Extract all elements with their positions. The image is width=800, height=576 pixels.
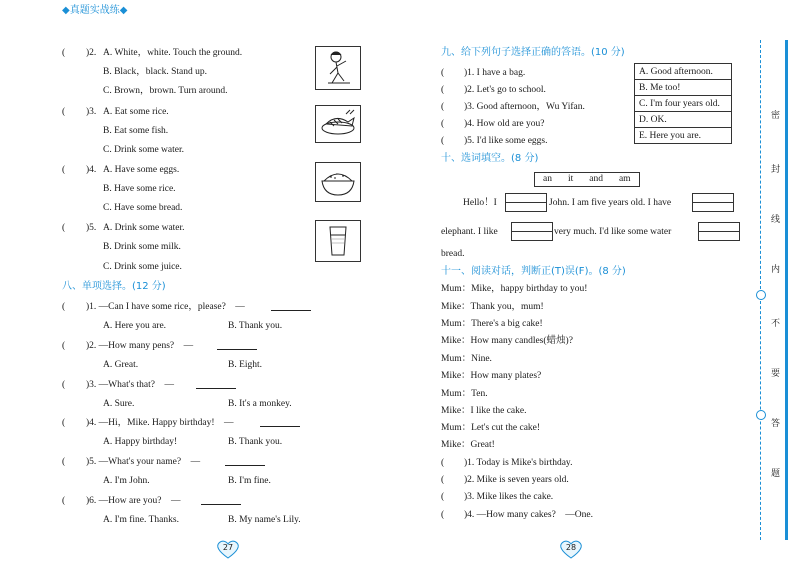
dialogue-line: Mum：Let's cut the cake! [441, 423, 541, 433]
section-8-title: 八、单项选择。(12 分) [62, 281, 166, 292]
option-c: C. Brown，brown. Turn around. [103, 86, 228, 96]
paren: ( [62, 48, 66, 58]
picture-box [315, 220, 361, 262]
option-b: B. My name's Lily. [228, 515, 301, 525]
picture-box [315, 162, 361, 202]
option-a: A. I'm fine. Thanks. [103, 515, 179, 525]
option-a: A. Have some eggs. [103, 165, 180, 175]
paren: ( [62, 165, 66, 175]
option-c: C. Drink some water. [103, 145, 185, 155]
paren: ( [62, 496, 66, 506]
option-c: C. Have some bread. [103, 203, 183, 213]
dialogue-line: Mum：Ten. [441, 389, 488, 399]
paren: ( [62, 302, 66, 312]
seal-char: 答 [771, 419, 781, 429]
cloze-text: bread. [441, 249, 465, 259]
section-9-title: 九、给下列句子选择正确的答语。(10 分) [441, 47, 625, 58]
answer-cell: B. Me too! [635, 80, 732, 96]
dialogue-line: Mum：Mike，happy birthday to you! [441, 284, 588, 294]
option-c: C. Drink some juice. [103, 262, 182, 272]
paren: ( [62, 418, 66, 428]
seal-char: 线 [771, 215, 781, 225]
answer-blank[interactable] [225, 465, 265, 466]
option-a: A. Happy birthday! [103, 437, 178, 447]
picture-box [315, 46, 361, 90]
seal-char: 封 [771, 165, 781, 175]
word-box [534, 172, 640, 187]
option-b: B. Eight. [228, 360, 263, 370]
picture-box [315, 105, 361, 143]
seal-char: 密 [771, 111, 781, 121]
paren: ( [62, 107, 66, 117]
question-text: )2. —How many pens? — [86, 341, 194, 351]
dialogue-line: Mum：Nine. [441, 354, 492, 364]
banner: ◆真题实战练◆ [62, 5, 128, 16]
paren: ( [441, 510, 445, 520]
dialogue-line: Mike：Great! [441, 440, 495, 450]
word: and [589, 174, 603, 184]
dialogue-line: Mike：I like the cake. [441, 406, 527, 416]
section-11-title: 十一、阅读对话，判断正(T)误(F)。(8 分) [441, 266, 626, 277]
rice-bowl-icon [316, 163, 360, 201]
dialogue-line: Mike：Thank you，mum! [441, 302, 544, 312]
paren: ( [441, 458, 445, 468]
page-number-left: 27 [222, 543, 234, 552]
option-b: B. Eat some fish. [103, 126, 169, 136]
section-10-title: 十、选词填空。(8 分) [441, 153, 539, 164]
paren: ( [441, 68, 445, 78]
question-text: )5. —What's your name? — [86, 457, 201, 467]
tf-question: )2. Mike is seven years old. [464, 475, 569, 485]
option-a: A. Here you are. [103, 321, 167, 331]
cloze-blank-2[interactable] [692, 193, 734, 212]
paren: ( [441, 492, 445, 502]
match-question: )1. I have a bag. [464, 68, 526, 78]
glass-of-water-icon [316, 221, 360, 261]
paren: ( [441, 102, 445, 112]
word: am [618, 174, 631, 184]
answer-table [634, 63, 732, 144]
option-a: A. I'm John. [103, 476, 150, 486]
page-number-right: 28 [565, 543, 577, 552]
cloze-blank-1[interactable] [505, 193, 547, 212]
seal-line-bar [785, 40, 788, 540]
option-b: B. Thank you. [228, 437, 283, 447]
dialogue-line: Mike：How many plates? [441, 371, 542, 381]
seal-char: 内 [771, 265, 781, 275]
match-question: )5. I'd like some eggs. [464, 136, 548, 146]
option-a: A. Eat some rice. [103, 107, 169, 117]
word: it [567, 174, 574, 184]
paren: ( [62, 341, 66, 351]
cloze-blank-4[interactable] [698, 222, 740, 241]
binding-hole-icon [756, 290, 766, 300]
paren: ( [62, 380, 66, 390]
paren: ( [62, 457, 66, 467]
question-text: )6. —How are you? — [86, 496, 181, 506]
question-text: )1. —Can I have some rice，please? — [86, 302, 245, 312]
option-a: )2. [86, 48, 97, 58]
option-a: )3. [86, 107, 97, 117]
question-text: )3. —What's that? — [86, 380, 174, 390]
option-b: B. Black，black. Stand up. [103, 67, 207, 77]
answer-cell: E. Here you are. [635, 128, 732, 144]
option-b: B. Have some rice. [103, 184, 176, 194]
paren: ( [441, 119, 445, 129]
match-question: )3. Good afternoon，Wu Yifan. [464, 102, 585, 112]
cloze-blank-3[interactable] [511, 222, 553, 241]
option-a: A. Great. [103, 360, 139, 370]
option-b: B. Thank you. [228, 321, 283, 331]
option-a: A. Drink some water. [103, 223, 185, 233]
tf-question: )1. Today is Mike's birthday. [464, 458, 573, 468]
tf-question: )3. Mike likes the cake. [464, 492, 554, 502]
option-b: B. Drink some milk. [103, 242, 181, 252]
tf-question: )4. —How many cakes? —One. [464, 510, 594, 520]
paren: ( [441, 136, 445, 146]
answer-blank[interactable] [260, 426, 300, 427]
binding-hole-icon [756, 410, 766, 420]
option-b: B. It's a monkey. [228, 399, 292, 409]
dialogue-line: Mum：There's a big cake! [441, 319, 543, 329]
paren: ( [62, 223, 66, 233]
answer-blank[interactable] [217, 349, 257, 350]
word: an [543, 174, 552, 184]
answer-cell: A. Good afternoon. [635, 64, 732, 80]
question-text: )4. —Hi，Mike. Happy birthday! — [86, 418, 234, 428]
paren: ( [441, 85, 445, 95]
cloze-text: John. I am five years old. I have [549, 198, 672, 208]
match-question: )4. How old are you? [464, 119, 545, 129]
option-a: )5. [86, 223, 97, 233]
answer-blank[interactable] [196, 388, 236, 389]
answer-cell: C. I'm four years old. [635, 96, 732, 112]
fish-icon [316, 106, 360, 142]
cloze-text: elephant. I like [441, 227, 498, 237]
cloze-text: very much. I'd like some water [554, 227, 672, 237]
seal-char: 要 [771, 369, 781, 379]
option-a: A. White，white. Touch the ground. [103, 48, 243, 58]
dialogue-line: Mike：How many candles(蜡烛)? [441, 336, 573, 346]
seal-char: 题 [771, 469, 781, 479]
option-b: B. I'm fine. [228, 476, 271, 486]
seal-char: 不 [771, 319, 781, 329]
match-question: )2. Let's go to school. [464, 85, 546, 95]
answer-blank[interactable] [201, 504, 241, 505]
cloze-text: Hello！I [463, 198, 497, 208]
option-a: A. Sure. [103, 399, 135, 409]
paren: ( [441, 475, 445, 485]
answer-blank[interactable] [271, 310, 311, 311]
option-a: )4. [86, 165, 97, 175]
answer-cell: D. OK. [635, 112, 732, 128]
girl-touching-ground-icon [316, 47, 360, 89]
